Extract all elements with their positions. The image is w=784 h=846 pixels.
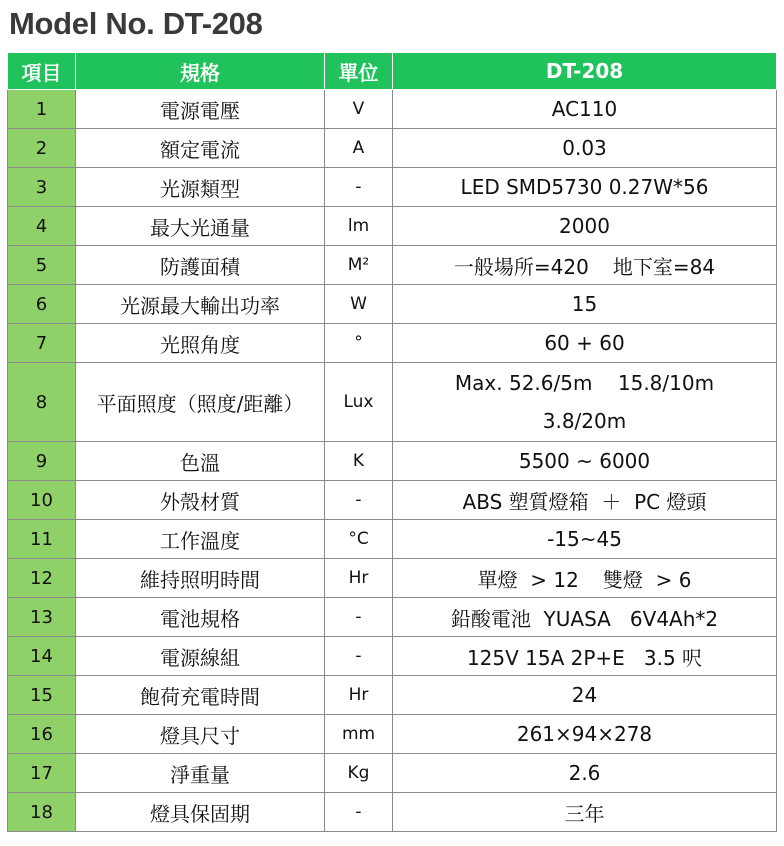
value-part-b: 雙燈 > 6 <box>602 567 692 592</box>
row-number: 15 <box>8 676 76 715</box>
row-unit: - <box>325 168 393 207</box>
row-value: LED SMD5730 0.27W*56 <box>393 168 777 207</box>
table-row <box>8 793 777 832</box>
row-spec: 維持照明時間 <box>76 559 325 598</box>
row-unit: K <box>325 442 393 481</box>
row-unit: - <box>325 598 393 637</box>
row-number: 5 <box>8 246 76 285</box>
row-spec: 燈具保固期 <box>76 793 325 832</box>
row-spec: 光照角度 <box>76 324 325 363</box>
row-spec: 光源最大輸出功率 <box>76 285 325 324</box>
table-row <box>8 598 777 637</box>
row-value: -15~45 <box>393 520 777 559</box>
row-number: 9 <box>8 442 76 481</box>
row-value <box>393 246 777 285</box>
row-spec: 額定電流 <box>76 129 325 168</box>
row-spec: 電池規格 <box>76 598 325 637</box>
row-number: 6 <box>8 285 76 324</box>
row-value: 60 + 60 <box>393 324 777 363</box>
value-line-1: Max. 52.6/5m 15.8/10m <box>454 371 715 395</box>
row-value: 三年 <box>393 793 777 832</box>
table-row <box>8 129 777 168</box>
row-number: 17 <box>8 754 76 793</box>
row-value: 261×94×278 <box>393 715 777 754</box>
row-spec: 電源電壓 <box>76 90 325 129</box>
table-row <box>8 520 777 559</box>
table-row <box>8 246 777 285</box>
row-unit: A <box>325 129 393 168</box>
row-number: 7 <box>8 324 76 363</box>
row-number: 2 <box>8 129 76 168</box>
row-value: 24 <box>393 676 777 715</box>
row-unit: - <box>325 637 393 676</box>
page-title: Model No. DT-208 <box>9 6 263 41</box>
table-row <box>8 90 777 129</box>
row-unit: Lux <box>325 363 393 442</box>
row-unit: Hr <box>325 559 393 598</box>
table-row <box>8 324 777 363</box>
row-number: 12 <box>8 559 76 598</box>
row-number: 14 <box>8 637 76 676</box>
row-unit: - <box>325 793 393 832</box>
row-value: AC110 <box>393 90 777 129</box>
header-spec: 規格 <box>76 53 325 90</box>
value-part-b: 地下室=84 <box>612 254 716 279</box>
table-row <box>8 559 777 598</box>
row-value <box>393 363 777 442</box>
table-row <box>8 637 777 676</box>
value-part-a: 一般場所=420 <box>453 254 589 279</box>
row-value: 125V 15A 2P+E 3.5 呎 <box>393 637 777 676</box>
header-item: 項目 <box>8 53 76 90</box>
row-value: 15 <box>393 285 777 324</box>
row-number: 13 <box>8 598 76 637</box>
row-number: 10 <box>8 481 76 520</box>
table-row <box>8 207 777 246</box>
row-spec: 色溫 <box>76 442 325 481</box>
row-number: 3 <box>8 168 76 207</box>
row-value: 0.03 <box>393 129 777 168</box>
row-unit: - <box>325 481 393 520</box>
row-spec: 光源類型 <box>76 168 325 207</box>
table-header-row <box>8 53 777 90</box>
table-row <box>8 715 777 754</box>
row-number: 11 <box>8 520 76 559</box>
table-row <box>8 442 777 481</box>
header-model: DT-208 <box>393 53 777 90</box>
table-row <box>8 754 777 793</box>
value-part-a: 單燈 > 12 <box>477 567 579 592</box>
row-spec: 防護面積 <box>76 246 325 285</box>
table-row <box>8 168 777 207</box>
row-value: ABS 塑質燈箱 ＋ PC 燈頭 <box>393 481 777 520</box>
row-value: 5500 ~ 6000 <box>393 442 777 481</box>
table-row <box>8 481 777 520</box>
header-unit: 單位 <box>325 53 393 90</box>
row-number: 16 <box>8 715 76 754</box>
row-unit: mm <box>325 715 393 754</box>
row-unit: ° <box>325 324 393 363</box>
row-spec: 燈具尺寸 <box>76 715 325 754</box>
row-value: 鉛酸電池 YUASA 6V4Ah*2 <box>393 598 777 637</box>
row-spec: 工作溫度 <box>76 520 325 559</box>
row-unit: Hr <box>325 676 393 715</box>
table-row <box>8 676 777 715</box>
row-unit: °C <box>325 520 393 559</box>
row-number: 8 <box>8 363 76 442</box>
row-number: 4 <box>8 207 76 246</box>
row-spec: 最大光通量 <box>76 207 325 246</box>
row-value: 2000 <box>393 207 777 246</box>
row-spec: 電源線組 <box>76 637 325 676</box>
row-unit: Kg <box>325 754 393 793</box>
row-number: 1 <box>8 90 76 129</box>
row-unit: V <box>325 90 393 129</box>
value-line-2: 3.8/20m <box>542 409 627 433</box>
row-spec: 淨重量 <box>76 754 325 793</box>
row-spec: 飽荷充電時間 <box>76 676 325 715</box>
table-row <box>8 285 777 324</box>
table-row <box>8 363 777 442</box>
row-spec: 平面照度（照度/距離） <box>76 363 325 442</box>
row-value: 2.6 <box>393 754 777 793</box>
row-value <box>393 559 777 598</box>
row-unit: lm <box>325 207 393 246</box>
row-spec: 外殼材質 <box>76 481 325 520</box>
row-number: 18 <box>8 793 76 832</box>
spec-table <box>7 52 777 832</box>
row-unit: W <box>325 285 393 324</box>
row-unit: M² <box>325 246 393 285</box>
